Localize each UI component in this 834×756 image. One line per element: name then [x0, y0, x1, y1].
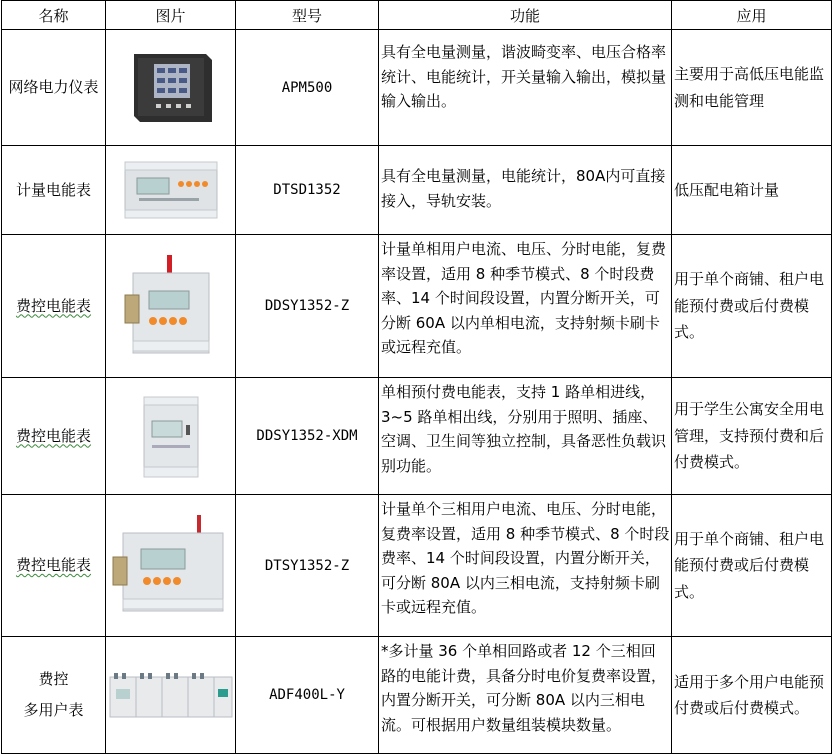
product-model: DTSY1352-Z — [236, 495, 379, 637]
table-row — [2, 235, 832, 378]
product-function: 计量单个三相用户电流、电压、分时电能，复费率设置，适用 8 种季节模式、8 个时段费率、14 个时间段设置，内置分断开关，可分断 80A 以内三相电流，支持射频卡刷卡或远程充值。 — [379, 495, 672, 637]
product-application: 用于学生公寓安全用电管理，支持预付费和后付费模式。 — [672, 378, 832, 495]
product-name-line1: 费控 — [38, 670, 69, 688]
header-function: 功能 — [379, 1, 672, 30]
table-row — [2, 30, 832, 146]
product-model: DDSY1352-Z — [236, 235, 379, 378]
header-row — [2, 1, 832, 30]
three-phase-prepaid-meter-image — [106, 495, 236, 637]
product-table — [1, 0, 832, 754]
product-name-line2: 多用户表 — [23, 701, 84, 719]
multi-user-meter-image — [106, 637, 236, 754]
header-image: 图片 — [106, 1, 236, 30]
product-application: 用于单个商铺、租户电能预付费或后付费模式。 — [672, 495, 832, 637]
product-name: 网络电力仪表 — [2, 30, 106, 146]
product-model: DTSD1352 — [236, 146, 379, 235]
product-name: 费控电能表 — [2, 495, 106, 637]
product-model: DDSY1352-XDM — [236, 378, 379, 495]
product-name: 费控电能表 — [2, 235, 106, 378]
product-model: ADF400L-Y — [236, 637, 379, 754]
table-row — [2, 146, 832, 235]
product-function: 具有全电量测量，电能统计，80A内可直接接入，导轨安装。 — [379, 146, 672, 235]
product-function: 单相预付费电能表，支持 1 路单相进线，3~5 路单相出线，分别用于照明、插座、空调、卫生间等独立控制，具备恶性负载识别功能。 — [379, 378, 672, 495]
product-application: 用于单个商铺、租户电能预付费或后付费模式。 — [672, 235, 832, 378]
single-phase-prepaid-meter-image — [106, 235, 236, 378]
dorm-meter-image — [106, 378, 236, 495]
product-name: 费控电能表 — [2, 378, 106, 495]
table-row — [2, 637, 832, 754]
product-name: 计量电能表 — [2, 146, 106, 235]
product-application: 适用于多个用户电能预付费或后付费模式。 — [672, 637, 832, 754]
product-function: *多计量 36 个单相回路或者 12 个三相回路的电能计费，具备分时电价复费率设置，内置分断开关，可分断 80A 以内三相电流。可根据用户数量组装模块数量。 — [379, 637, 672, 754]
header-application: 应用 — [672, 1, 832, 30]
header-name: 名称 — [2, 1, 106, 30]
product-function: 计量单相用户电流、电压、分时电能，复费率设置，适用 8 种季节模式、8 个时段费率、14 个时间段设置，内置分断开关，可分断 60A 以内单相电流，支持射频卡刷卡或远程充值。 — [379, 235, 672, 378]
product-application: 主要用于高低压电能监测和电能管理 — [672, 30, 832, 146]
header-model: 型号 — [236, 1, 379, 30]
din-rail-meter-image — [106, 146, 236, 235]
table-row — [2, 495, 832, 637]
product-name — [2, 637, 106, 754]
table-row — [2, 378, 832, 495]
product-application: 低压配电箱计量 — [672, 146, 832, 235]
panel-meter-image — [106, 30, 236, 146]
product-function: 具有全电量测量，谐波畸变率、电压合格率统计、电能统计，开关量输入输出，模拟量输入输出。 — [379, 30, 672, 146]
product-model: APM500 — [236, 30, 379, 146]
